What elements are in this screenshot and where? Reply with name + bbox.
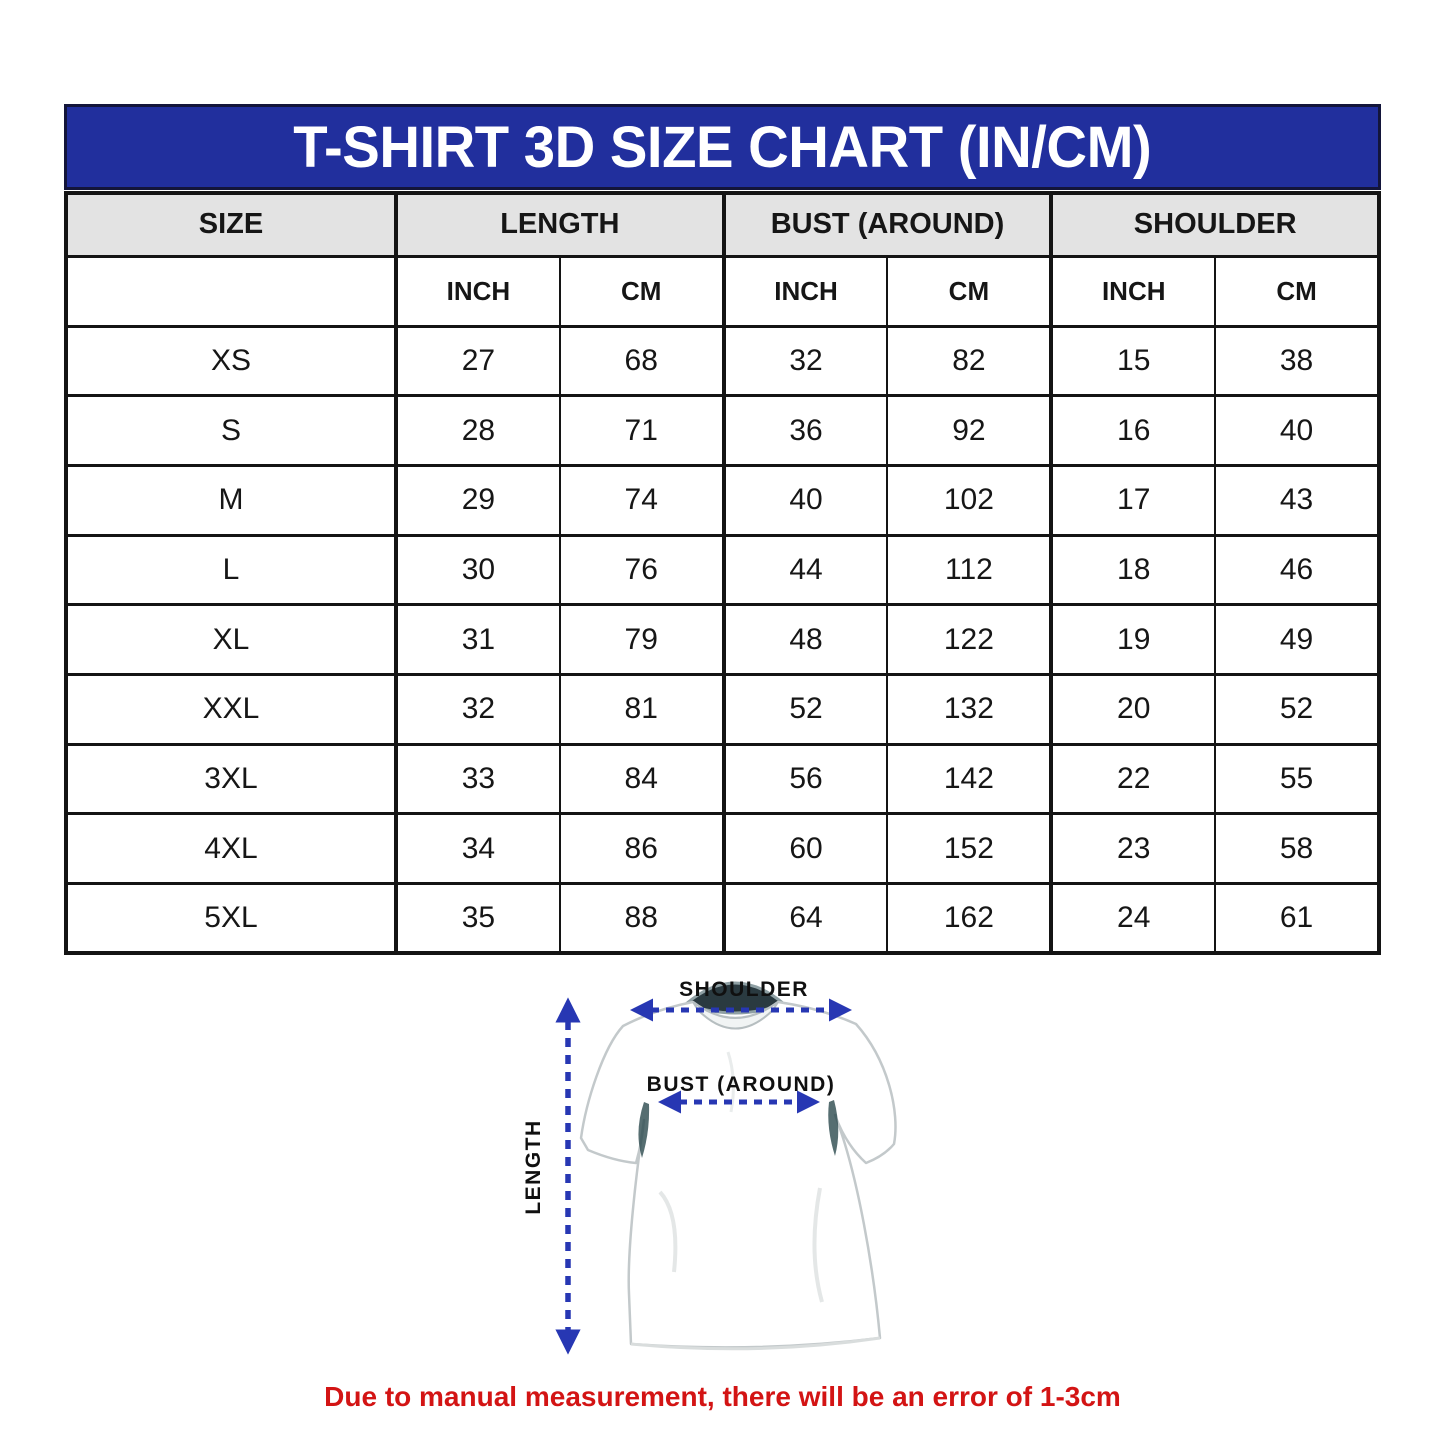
- col-header-shoulder: SHOULDER: [1051, 193, 1379, 256]
- value-cell: 162: [887, 884, 1051, 954]
- value-cell: 31: [396, 605, 560, 675]
- value-cell: 17: [1051, 465, 1215, 535]
- table-row: [66, 465, 1379, 535]
- value-cell: 49: [1215, 605, 1379, 675]
- value-cell: 74: [560, 465, 724, 535]
- value-cell: 64: [724, 884, 888, 954]
- unit-header-shoulder-cm: CM: [1215, 256, 1379, 326]
- value-cell: 132: [887, 674, 1051, 744]
- tshirt-body: [581, 1002, 895, 1347]
- size-cell: M: [66, 465, 396, 535]
- col-header-bust: BUST (AROUND): [724, 193, 1052, 256]
- size-cell: XS: [66, 326, 396, 396]
- length-label: LENGTH: [522, 1119, 545, 1215]
- table-row: [66, 814, 1379, 884]
- unit-header-length-inch: INCH: [396, 256, 560, 326]
- size-cell: 5XL: [66, 884, 396, 954]
- value-cell: 92: [887, 396, 1051, 466]
- value-cell: 122: [887, 605, 1051, 675]
- value-cell: 61: [1215, 884, 1379, 954]
- tshirt-graphic: [581, 983, 895, 1349]
- value-cell: 23: [1051, 814, 1215, 884]
- value-cell: 32: [396, 674, 560, 744]
- size-cell: XL: [66, 605, 396, 675]
- size-table: [64, 191, 1381, 955]
- table-row: [66, 884, 1379, 954]
- table-row: [66, 744, 1379, 814]
- value-cell: 22: [1051, 744, 1215, 814]
- title-banner: [64, 104, 1381, 190]
- value-cell: 16: [1051, 396, 1215, 466]
- value-cell: 88: [560, 884, 724, 954]
- size-cell: 3XL: [66, 744, 396, 814]
- table-row: [66, 674, 1379, 744]
- unit-header-empty: [66, 256, 396, 326]
- bust-label: BUST (AROUND): [646, 1073, 836, 1096]
- value-cell: 30: [396, 535, 560, 605]
- table-row: [66, 535, 1379, 605]
- unit-header-bust-inch: INCH: [724, 256, 888, 326]
- col-header-size: SIZE: [66, 193, 396, 256]
- value-cell: 34: [396, 814, 560, 884]
- value-cell: 29: [396, 465, 560, 535]
- shoulder-label: SHOULDER: [679, 978, 809, 1001]
- value-cell: 27: [396, 326, 560, 396]
- value-cell: 52: [1215, 674, 1379, 744]
- value-cell: 33: [396, 744, 560, 814]
- value-cell: 36: [724, 396, 888, 466]
- value-cell: 71: [560, 396, 724, 466]
- col-header-length: LENGTH: [396, 193, 724, 256]
- value-cell: 15: [1051, 326, 1215, 396]
- value-cell: 35: [396, 884, 560, 954]
- value-cell: 19: [1051, 605, 1215, 675]
- measurement-diagram: [428, 952, 1072, 1382]
- value-cell: 18: [1051, 535, 1215, 605]
- table-row: [66, 605, 1379, 675]
- page-title: T-SHIRT 3D SIZE CHART (IN/CM): [293, 114, 1152, 180]
- value-cell: 142: [887, 744, 1051, 814]
- value-cell: 28: [396, 396, 560, 466]
- value-cell: 38: [1215, 326, 1379, 396]
- table-row: [66, 396, 1379, 466]
- value-cell: 44: [724, 535, 888, 605]
- value-cell: 79: [560, 605, 724, 675]
- size-cell: 4XL: [66, 814, 396, 884]
- unit-header-shoulder-inch: INCH: [1051, 256, 1215, 326]
- value-cell: 52: [724, 674, 888, 744]
- value-cell: 58: [1215, 814, 1379, 884]
- measurement-note: Due to manual measurement, there will be an error of 1-3cm: [324, 1381, 1121, 1412]
- value-cell: 20: [1051, 674, 1215, 744]
- value-cell: 40: [1215, 396, 1379, 466]
- value-cell: 152: [887, 814, 1051, 884]
- value-cell: 82: [887, 326, 1051, 396]
- size-cell: S: [66, 396, 396, 466]
- value-cell: 76: [560, 535, 724, 605]
- value-cell: 32: [724, 326, 888, 396]
- value-cell: 102: [887, 465, 1051, 535]
- value-cell: 81: [560, 674, 724, 744]
- value-cell: 46: [1215, 535, 1379, 605]
- value-cell: 86: [560, 814, 724, 884]
- value-cell: 24: [1051, 884, 1215, 954]
- size-cell: XXL: [66, 674, 396, 744]
- value-cell: 56: [724, 744, 888, 814]
- table-row: [66, 326, 1379, 396]
- value-cell: 112: [887, 535, 1051, 605]
- value-cell: 55: [1215, 744, 1379, 814]
- value-cell: 84: [560, 744, 724, 814]
- unit-header-length-cm: CM: [560, 256, 724, 326]
- value-cell: 68: [560, 326, 724, 396]
- unit-header-row: [66, 256, 1379, 326]
- value-cell: 40: [724, 465, 888, 535]
- value-cell: 48: [724, 605, 888, 675]
- unit-header-bust-cm: CM: [887, 256, 1051, 326]
- size-cell: L: [66, 535, 396, 605]
- group-header-row: [66, 193, 1379, 256]
- value-cell: 43: [1215, 465, 1379, 535]
- value-cell: 60: [724, 814, 888, 884]
